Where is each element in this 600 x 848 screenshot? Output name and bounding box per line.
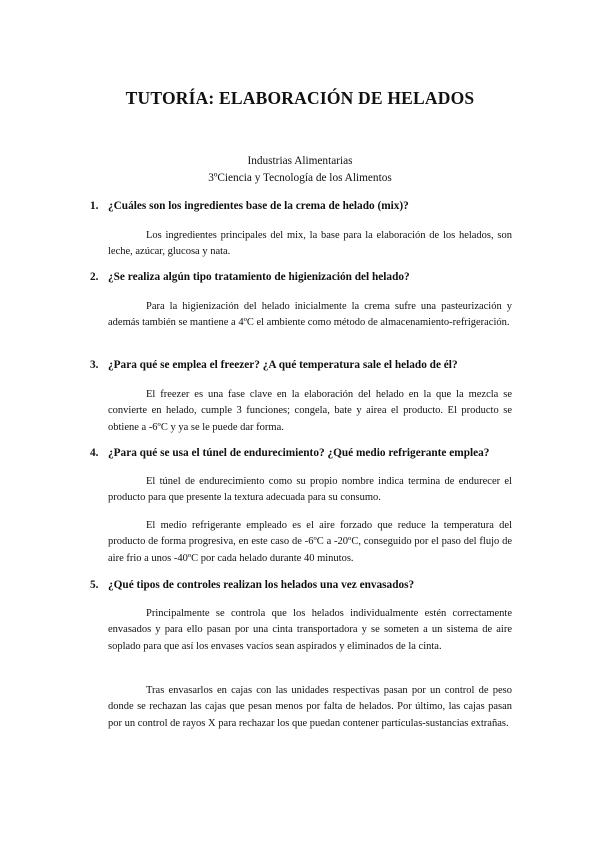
question-1 [90, 200, 409, 212]
answer-paragraph: Principalmente se controla que los helados individualmente estén correctamente envasados y para ello pasan por una cinta transportadora y se someten a un sistema de aire soplado para que así los envases vacíos sean aspirados y eliminados de la cinta. [108, 608, 512, 652]
answer-paragraph: Para la higienización del helado inicialmente la crema sufre una pasteurización y además también se mantiene a 4ºC el ambiente como método de almacenamiento-refrigeración. [108, 301, 512, 329]
question-3 [90, 359, 458, 371]
question-text: ¿Se realiza algún tipo tratamiento de higienización del helado? [108, 271, 410, 283]
question-4 [90, 447, 489, 459]
question-number: 3. [90, 359, 99, 371]
document-subtitle-course: Industrias Alimentarias [247, 155, 353, 167]
question-5 [90, 579, 414, 591]
question-number: 2. [90, 271, 99, 283]
question-number: 4. [90, 447, 99, 459]
question-text: ¿Para qué se usa el túnel de endurecimiento? ¿Qué medio refrigerante emplea? [108, 447, 490, 459]
document-subtitle-degree: 3ºCiencia y Tecnología de los Alimentos [208, 172, 392, 184]
question-number: 1. [90, 200, 99, 212]
question-2 [90, 271, 410, 283]
answer-paragraph: El medio refrigerante empleado es el aire forzado que reduce la temperatura del producto de forma progresiva, en este caso de -6ºC a -20ºC, conseguido por el paso del flujo de aire frio a unos -40ºC por cada helado durante 40 minutos. [108, 520, 512, 564]
answer-paragraph: Los ingredientes principales del mix, la base para la elaboración de los helados, son leche, azúcar, glucosa y nata. [108, 230, 512, 258]
answer-paragraph: El túnel de endurecimiento como su propio nombre indica termina de endurecer el producto para que presente la textura adecuada para su consumo. [108, 476, 512, 504]
question-text: ¿Qué tipos de controles realizan los helados una vez envasados? [108, 579, 415, 591]
question-number: 5. [90, 579, 99, 591]
question-text: ¿Para qué se emplea el freezer? ¿A qué temperatura sale el helado de él? [108, 359, 458, 371]
document-title: TUTORÍA: ELABORACIÓN DE HELADOS [125, 88, 475, 108]
question-text: ¿Cuáles son los ingredientes base de la crema de helado (mix)? [108, 200, 409, 212]
answer-paragraph: El freezer es una fase clave en la elaboración del helado en la que la mezcla se convierte en helado, cumple 3 funciones; congela, bate y airea el producto. El producto se obtiene a -6ºC y ya se le puede dar forma. [108, 389, 512, 433]
answer-paragraph: Tras envasarlos en cajas con las unidades respectivas pasan por un control de peso donde se rechazan las cajas que pesan menos por falta de helados. Por último, las cajas pasan por un control de rayos X para rechazar los que puedan contener partículas-sustancias extrañas. [108, 685, 512, 729]
